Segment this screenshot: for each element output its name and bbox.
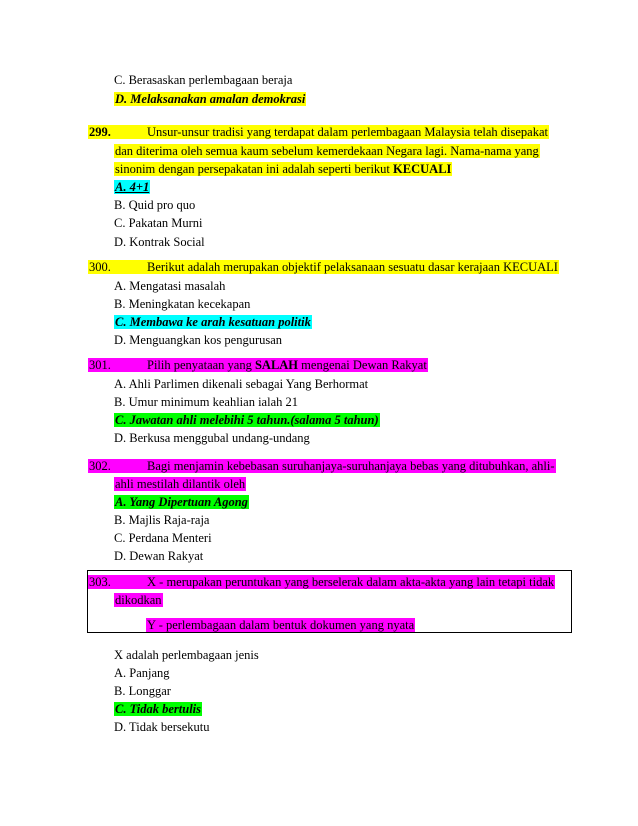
question-301-line1 [88,358,428,373]
question-302-line2 [114,477,246,492]
prev-option-d-text: D. Melaksanakan amalan demokrasi [115,92,306,106]
question-302-line1 [88,459,556,474]
question-302-line2-text: ahli mestilah dilantik oleh [115,477,246,491]
question-300-line1-text: Berikut adalah merupakan objektif pelaksanaan sesuatu dasar kerajaan KECUALI [147,260,558,274]
question-302-option-a [114,495,249,510]
question-300-number: 300. [89,260,111,274]
question-300-stem [88,260,559,274]
question-301-salah: SALAH [254,358,299,372]
question-299-option-d: D. Kontrak Social [114,235,205,249]
question-303-option-d: D. Tidak bersekutu [114,720,210,734]
question-303-stem [88,575,555,589]
question-301-option-c [114,413,380,428]
question-299-option-c: C. Pakatan Murni [114,216,203,230]
question-300-option-b: B. Meningkatan kecekapan [114,297,251,311]
question-303-line3 [146,618,415,633]
question-299-line1-text: Unsur-unsur tradisi yang terdapat dalam perlembagaan Malaysia telah disepakat [147,125,548,139]
question-302-line1-text: Bagi menjamin kebebasan suruhanjaya-suruhanjaya bebas yang ditubuhkan, ahli- [147,459,555,473]
question-299-line3-text [114,162,452,176]
question-302-option-b: B. Majlis Raja-raja [114,513,210,527]
question-302-option-a-text: A. Yang Dipertuan Agong [115,495,248,509]
question-299-option-b: B. Quid pro quo [114,198,196,212]
question-302-stem [88,459,556,473]
question-300-option-a: A. Mengatasi masalah [114,279,226,293]
question-299-kecuali: KECUALI [393,162,452,176]
question-303-line3-text: Y - perlembagaan dalam bentuk dokumen yang nyata [147,618,415,632]
question-299-line2 [114,144,540,159]
question-303-option-a: A. Panjang [114,666,170,680]
question-299-line3 [114,162,452,177]
question-303-line1 [88,575,555,590]
question-301-line1c: mengenai Dewan Rakyat [298,358,427,372]
question-301-option-a: A. Ahli Parlimen dikenali sebagai Yang Berhormat [114,377,369,391]
question-299-option-a [114,180,150,195]
question-302-option-c: C. Perdana Menteri [114,531,212,545]
question-299-number: 299. [89,125,111,139]
question-299-option-a-text: A. 4+1 [115,180,150,194]
question-302-option-d: D. Dewan Rakyat [114,549,204,563]
question-301-line1a: Pilih penyataan yang [147,358,255,372]
question-303-option-c-text: C. Tidak bertulis [115,702,202,716]
question-299-line2-text: dan diterima oleh semua kaum sebelum kemerdekaan Negara lagi. Nama-nama yang [115,144,539,158]
question-301-number: 301. [89,358,111,372]
question-303-option-b: B. Longgar [114,684,171,698]
question-303-line2-text: dikodkan [115,593,162,607]
question-303-number: 303. [89,575,111,589]
question-300-option-d: D. Menguangkan kos pengurusan [114,333,283,347]
question-303-option-c [114,702,202,717]
question-303-line1-text: X - merupakan peruntukan yang berselerak dalam akta-akta yang lain tetapi tidak [147,575,555,589]
question-301-stem [88,358,428,372]
question-300-option-c [114,315,312,330]
question-303-line2 [114,593,163,608]
question-299-line1 [88,125,549,140]
question-300-option-c-text: C. Membawa ke arah kesatuan politik [115,315,311,329]
question-303-stem-x: X adalah perlembagaan jenis [114,648,259,662]
question-301-option-b: B. Umur minimum keahlian ialah 21 [114,395,298,409]
question-299-stem [88,125,549,139]
question-302-number: 302. [89,459,111,473]
question-300-line1 [88,260,559,275]
question-301-option-c-text: C. Jawatan ahli melebihi 5 tahun.(salama 5 tahun) [115,413,379,427]
question-301-option-d: D. Berkusa menggubal undang-undang [114,431,310,445]
prev-option-d [114,92,306,107]
question-299-line3a: sinonim dengan persepakatan ini adalah seperti berikut [115,162,394,176]
prev-option-c: C. Berasaskan perlembagaan beraja [114,73,293,87]
